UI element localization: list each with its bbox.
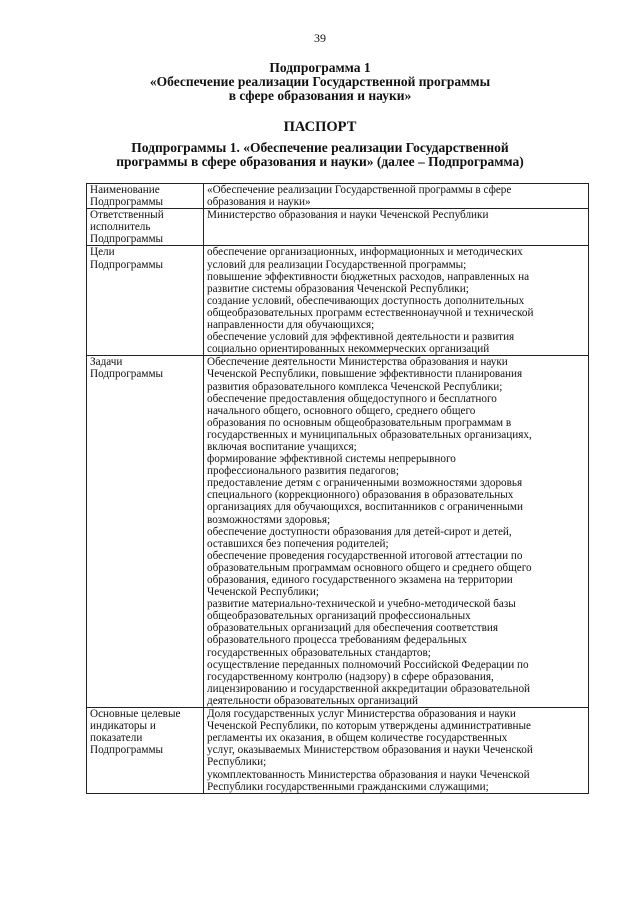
- row-content-line: создание условий, обеспечивающих доступность дополнительных: [207, 294, 525, 307]
- row-content-line: услуг, оказываемых Министерством образования и науки Чеченской: [207, 744, 533, 757]
- row-content-line: государственных и муниципальных образовательных организациях,: [207, 428, 532, 441]
- row-content-line: обеспечение предоставления общедоступного и бесплатного: [207, 392, 497, 405]
- table-row: [87, 184, 589, 209]
- row-content-line: осуществление переданных полномочий Российской Федерации по: [207, 658, 529, 671]
- row-content-line: развитие системы образования Чеченской Республики;: [207, 282, 469, 295]
- table-row: [87, 209, 589, 246]
- passport-title-text: ПАСПОРТ: [283, 119, 357, 135]
- row-label-cell: [87, 246, 204, 356]
- row-content-line: общеобразовательных программ естественнонаучной и технической: [207, 306, 534, 319]
- row-label-cell: [87, 708, 204, 794]
- passport-title: [0, 120, 640, 134]
- row-content-line: общеобразовательных организаций профессиональных: [207, 610, 471, 623]
- row-content-line: повышение эффективности бюджетных расходов, направленных на: [207, 270, 530, 283]
- row-content-cell: [204, 184, 589, 209]
- row-content-line: развития образовательного комплекса Чеченской Республики;: [207, 380, 503, 393]
- row-content-line: регламенты их оказания, в общем количестве государственных: [207, 732, 508, 745]
- passport-subtitle-line: программы в сфере образования и науки» (далее – Подпрограмма): [116, 154, 524, 169]
- row-content-line: деятельности образовательных организаций: [207, 694, 418, 707]
- row-label-line: Подпрограммы: [90, 368, 164, 381]
- row-content-line: формирование эффективной системы непрерывного: [207, 453, 456, 466]
- row-content-line: начального общего, основного общего, среднего общего: [207, 404, 476, 417]
- row-label-cell: [87, 184, 204, 209]
- row-content-line: [207, 233, 585, 245]
- table-row: [87, 356, 589, 708]
- row-content-line: профессионального развития педагогов;: [207, 465, 399, 478]
- row-content-line: возможностями здоровья;: [207, 513, 331, 526]
- row-content-line: государственных образовательных стандартов;: [207, 646, 431, 659]
- row-content-line: Чеченской Республики, повышение эффективности планирования: [207, 368, 523, 381]
- row-content-line: Чеченской Республики, по которым утверждены административные: [207, 720, 532, 733]
- row-content-cell: [204, 246, 589, 356]
- passport-table-body: [87, 184, 589, 794]
- row-label-line: показатели: [90, 732, 143, 745]
- row-content-line: направленности для обучающихся;: [207, 319, 375, 332]
- row-label-line: Задачи: [90, 356, 123, 369]
- row-content-line: образования, единого государственного экзамена на территории: [207, 574, 513, 586]
- subprogram-heading-line: «Обеспечение реализации Государственной программы: [149, 74, 491, 89]
- row-label-line: Подпрограммы: [90, 258, 164, 271]
- row-label-line: Наименование: [90, 184, 160, 196]
- row-label-cell: [87, 209, 204, 246]
- passport-table: [86, 183, 589, 794]
- row-content-line: государственному контролю (надзору) в сфере образования,: [207, 670, 494, 683]
- row-label-line: Подпрограммы: [90, 744, 164, 757]
- row-content-line: обеспечение доступности образования для детей-сирот и детей,: [207, 525, 512, 538]
- row-content-line: развитие материально-технической и учебно-методической базы: [207, 598, 516, 611]
- row-content-line: [207, 221, 585, 233]
- subprogram-heading-line: Подпрограмма 1: [269, 60, 371, 75]
- row-label-line: Подпрограммы: [90, 233, 164, 246]
- row-content-line: оставшихся без попечения родителей;: [207, 537, 389, 550]
- table-row: [87, 708, 589, 794]
- row-content-line: обеспечение организационных, информационных и методических: [207, 246, 523, 259]
- row-content-cell: [204, 708, 589, 794]
- passport-subtitle-line: Подпрограммы 1. «Обеспечение реализации Государственной: [131, 140, 509, 155]
- row-content-line: специального (коррекционного) образования в образовательных: [207, 489, 514, 502]
- row-label-cell: [87, 356, 204, 708]
- passport-subtitle: [0, 141, 640, 169]
- row-label-line: Основные целевые: [90, 708, 181, 721]
- row-content-line: «Обеспечение реализации Государственной программы в сфере: [207, 184, 512, 196]
- row-content-line: образовательных организаций для обеспечения соответствия: [207, 622, 499, 635]
- row-content-line: укомплектованность Министерства образования и науки Чеченской: [207, 768, 530, 781]
- row-label-line: Цели: [90, 246, 115, 259]
- row-label-line: индикаторы и: [90, 720, 156, 733]
- row-content-cell: [204, 209, 589, 246]
- row-content-line: Чеченской Республики;: [207, 586, 319, 599]
- row-content-line: социально ориентированных некоммерческих организаций: [207, 343, 490, 356]
- row-content-line: обеспечение условий для эффективной деятельности и развития: [207, 331, 515, 344]
- row-content-line: обеспечение проведения государственной итоговой аттестации по: [207, 549, 523, 562]
- row-content-line: Обеспечение деятельности Министерства образования и науки: [207, 356, 508, 369]
- row-content-line: предоставление детям с ограниченными возможностями здоровья: [207, 477, 523, 490]
- row-content-line: включая воспитание учащихся;: [207, 440, 357, 453]
- row-content-line: Республики;: [207, 756, 267, 769]
- row-content-line: образования по основным общеобразовательным программам в: [207, 416, 512, 429]
- row-content-line: организациях для обучающихся, воспитанников с ограниченными: [207, 501, 523, 514]
- row-content-line: условий для реализации Государственной программы;: [207, 258, 467, 271]
- row-label-line: исполнитель: [90, 221, 151, 234]
- subprogram-heading-line: в сфере образования и науки»: [228, 88, 412, 103]
- row-label-line: Ответственный: [90, 209, 164, 222]
- table-row: [87, 246, 589, 356]
- page-number: 39: [314, 31, 326, 45]
- row-content-line: образования и науки»: [207, 196, 311, 209]
- row-content-line: образовательного процесса требованиям федеральных: [207, 634, 467, 647]
- row-content-line: Министерство образования и науки Чеченской Республики: [207, 209, 489, 222]
- subprogram-heading: [0, 61, 640, 103]
- row-content-line: лицензированию и государственной аккредитации образовательной: [207, 682, 531, 695]
- row-content-cell: [204, 356, 589, 708]
- row-content-line: образовательным программам основного общего и среднего общего: [207, 561, 532, 574]
- row-label-line: Подпрограммы: [90, 196, 164, 209]
- row-content-line: Доля государственных услуг Министерства образования и науки: [207, 708, 516, 721]
- row-content-line: Республики государственными гражданскими служащими;: [207, 780, 489, 793]
